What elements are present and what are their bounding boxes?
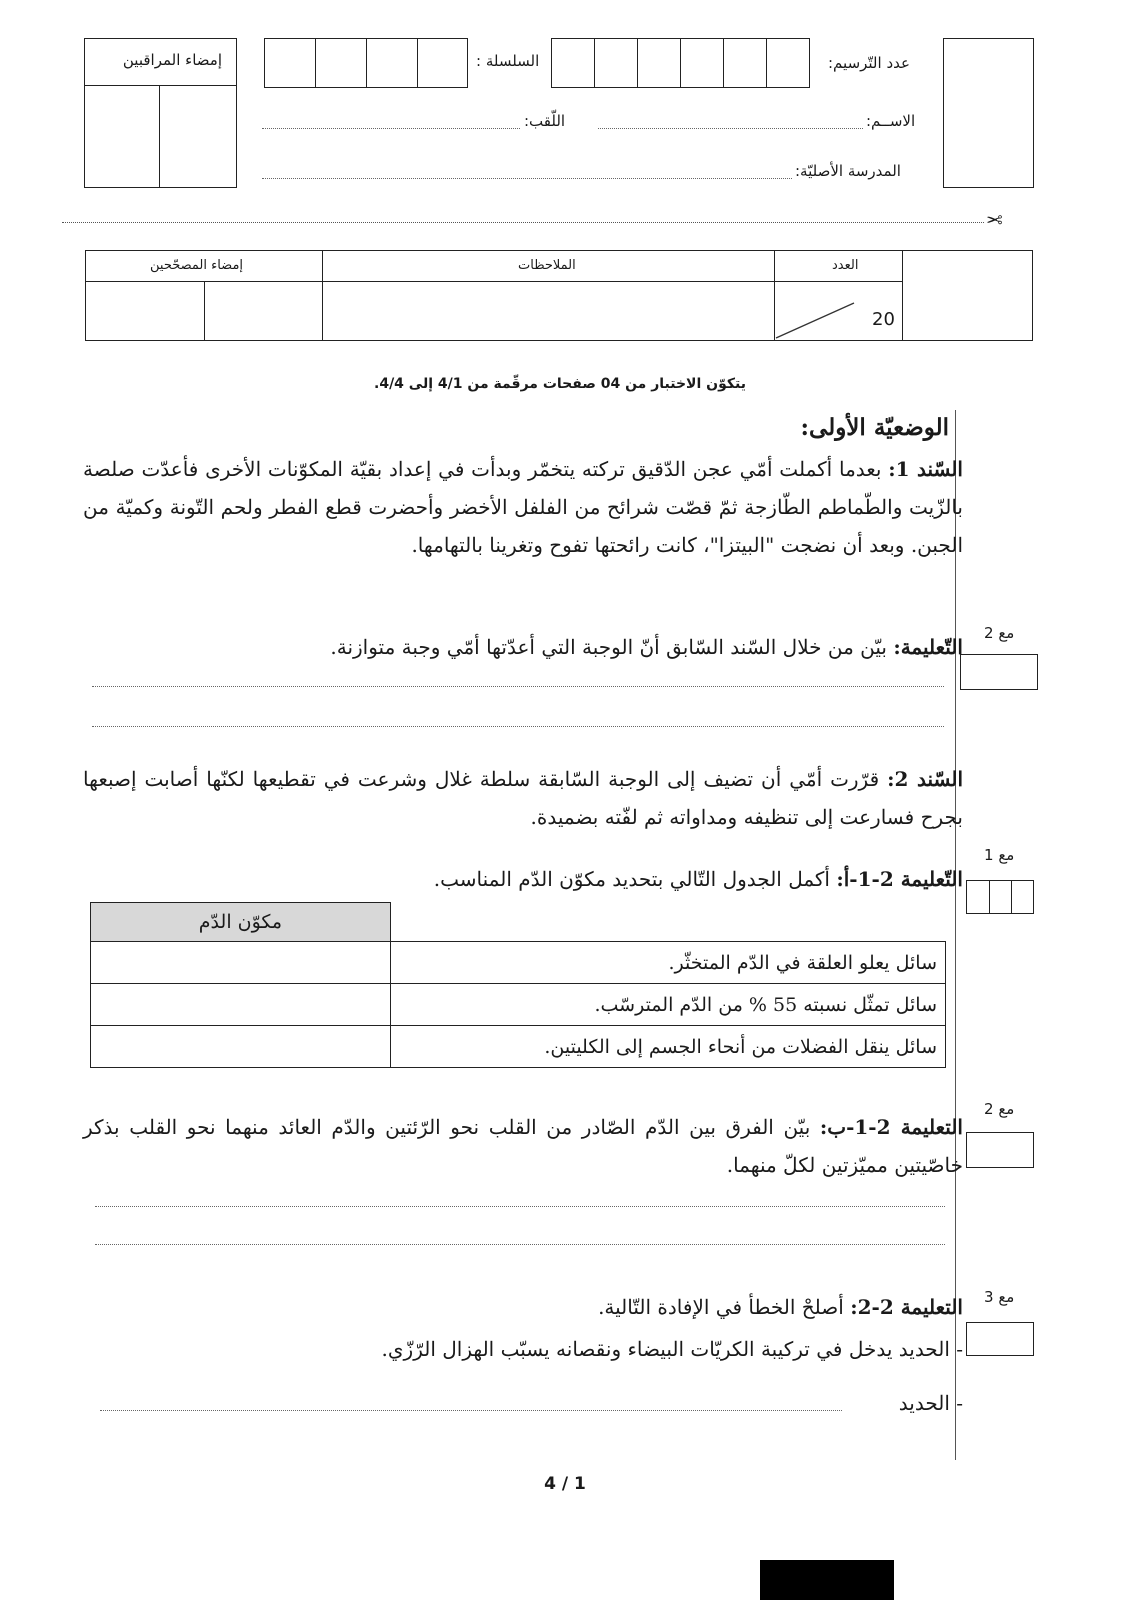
mark-1-label: مع 2 <box>984 624 1015 642</box>
supervisors-signature-box <box>84 38 237 188</box>
registration-label: عدد التّرسيم: <box>828 54 910 72</box>
sanad-2 <box>83 760 963 836</box>
blood-table-answer-1[interactable] <box>91 942 391 984</box>
instruction-2-1b <box>83 1108 963 1184</box>
photo-box <box>943 38 1034 188</box>
cut-line <box>62 222 984 223</box>
school-label: المدرسة الأصليّة: <box>795 162 901 180</box>
blood-table-answer-3[interactable] <box>91 1026 391 1068</box>
scissors-icon: ✂ <box>986 208 1003 232</box>
instruction-2-1b-label: التعليمة 2-1-ب: <box>819 1115 963 1139</box>
blood-table-answer-2[interactable] <box>91 984 391 1026</box>
answer-2-line-1[interactable] <box>95 1206 945 1207</box>
blood-table-row-2: سائل تمثّل نسبته 55 % من الدّم المترسّب. <box>390 984 945 1026</box>
mark-1-box[interactable] <box>960 654 1038 690</box>
max-score: 20 <box>872 309 895 330</box>
answer-1-line-1[interactable] <box>92 686 944 687</box>
instruction-1 <box>83 628 963 666</box>
blood-table-row-1: سائل يعلو العلقة في الدّم المتخثّر. <box>390 942 945 984</box>
instruction-2-2-label: التعليمة 2-2: <box>850 1295 963 1319</box>
mark-3-label: مع 2 <box>984 1100 1015 1118</box>
instruction-2-1a <box>83 860 963 898</box>
sanad-1-text: بعدما أكملت أمّي عجن الدّقيق تركته يتخمّر وبدأت في إعداد بقيّة المكوّنات الأخرى فأعدّت صلصة بالزّيت والطّماطم الطّازجة ثمّ قصّت شرائح من الفلفل الأخضر وأحضرت قطع الفطر ولحم التّونة وكميّة من الجبن. وبعد أن نضجت "البيتزا"، كانت رائحتها تفوح وتغرينا بالتهامها. <box>83 457 963 557</box>
blood-table-header: مكوّن الدّم <box>91 903 391 942</box>
blood-table <box>90 902 946 1068</box>
school-field[interactable] <box>262 178 792 179</box>
instruction-2-1b-text: بيّن الفرق بين الدّم الصّادر من القلب نحو الرّئتين والدّم العائد منهما نحو القلب بذكر خاصّيتين مميّزتين لكلّ منهما. <box>83 1115 963 1177</box>
instruction-2-2-text: أصلحْ الخطأ في الإفادة التّالية. <box>598 1295 851 1319</box>
notes-label: الملاحظات <box>518 258 576 273</box>
situation-title: الوضعيّة الأولى: <box>800 414 949 441</box>
name-label: الاســم: <box>866 112 916 130</box>
sanad-2-text: قرّرت أمّي أن تضيف إلى الوجبة السّابقة سلطة غلال وشرعت في تقطيعها لكنّها أصابت إصبعها بجرح فسارعت إلى تنظيفه ومداواته ثم لفّته بضميدة. <box>83 767 963 829</box>
instruction-1-label: التّعليمة: <box>893 635 963 659</box>
registration-boxes[interactable] <box>551 38 810 88</box>
sanad-1 <box>83 450 963 564</box>
name-field[interactable] <box>598 128 863 129</box>
mark-2-box[interactable] <box>966 880 1034 914</box>
grade-label: العدد <box>832 258 859 273</box>
surname-field[interactable] <box>262 128 520 129</box>
answer-2-line-2[interactable] <box>95 1244 945 1245</box>
corrected-statement-field[interactable] <box>100 1410 842 1411</box>
series-label: السلسلة : <box>476 52 540 70</box>
surname-label: اللّقب: <box>524 112 566 130</box>
bottom-black-bar <box>760 1560 894 1600</box>
false-statement: - الحديد يدخل في تركيبة الكريّات البيضاء ونقصانه يسبّب الهزال الرّزّي. <box>381 1337 963 1361</box>
exam-intro: يتكوّن الاختبار من 04 صفحات مرقّمة من 4/1 إلى 4/4. <box>374 376 746 392</box>
blood-table-row-3: سائل ينقل الفضلات من أنحاء الجسم إلى الكليتين. <box>390 1026 945 1068</box>
instruction-2-1a-label: التّعليمة 2-1-أ: <box>836 867 963 891</box>
corrected-statement-start: - الحديد <box>898 1391 963 1415</box>
instruction-2-1a-text: أكمل الجدول التّالي بتحديد مكوّن الدّم المناسب. <box>433 867 837 891</box>
instruction-2-2 <box>83 1288 963 1326</box>
series-boxes[interactable] <box>264 38 468 88</box>
correctors-signature-label: إمضاء المصحّحين <box>150 258 244 273</box>
mark-2-label: مع 1 <box>984 846 1015 864</box>
grading-table <box>85 250 1033 341</box>
mark-4-box[interactable] <box>966 1322 1034 1356</box>
sanad-1-label: السّند 1: <box>888 457 963 481</box>
supervisors-signature-label: إمضاء المراقبين <box>122 51 222 69</box>
answer-1-line-2[interactable] <box>92 726 944 727</box>
instruction-1-text: بيّن من خلال السّند السّابق أنّ الوجبة التي أعدّتها أمّي وجبة متوازنة. <box>330 635 894 659</box>
mark-4-label: مع 3 <box>984 1288 1015 1306</box>
page-number: 4 / 1 <box>544 1474 586 1494</box>
sanad-2-label: السّند 2: <box>887 767 963 791</box>
mark-3-box[interactable] <box>966 1132 1034 1168</box>
